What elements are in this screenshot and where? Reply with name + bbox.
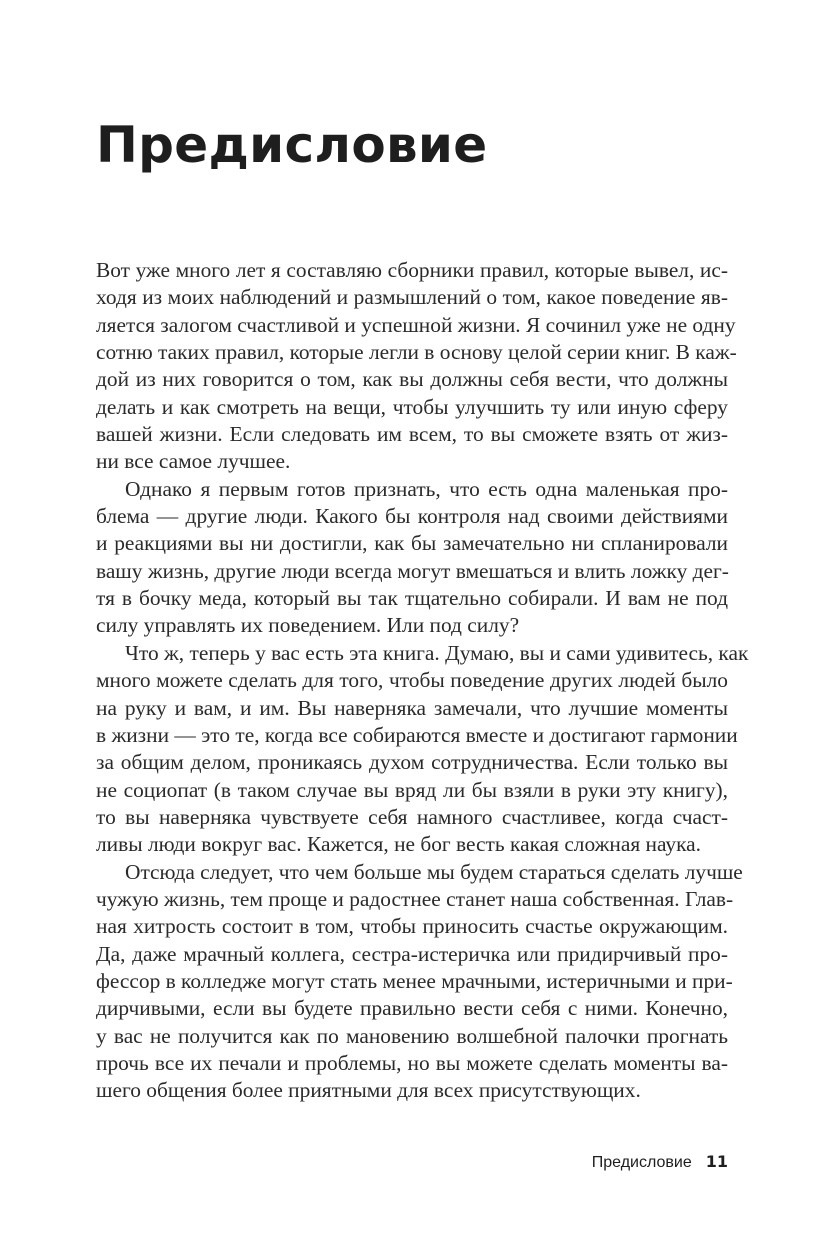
text-line: то вы наверняка чувствуете себя намного счастливее, когда счаст- <box>96 804 728 829</box>
text-line: ная хитрость состоит в том, чтобы приносить счастье окружающим. <box>96 914 728 939</box>
text-line: и реакциями вы ни достигли, как бы замечательно ни спланировали <box>96 531 728 556</box>
text-line: Однако я первым готов признать, что есть одна маленькая про- <box>125 476 728 501</box>
text-line: вашу жизнь, другие люди всегда могут вмешаться и влить ложку дег- <box>96 558 729 583</box>
text-line: чужую жизнь, тем проще и радостнее станет наша собственная. Глав- <box>96 886 734 911</box>
text-line: ходя из моих наблюдений и размышлений о том, какое поведение яв- <box>96 285 728 310</box>
text-line: дирчивыми, если вы будете правильно вести себя с ними. Конечно, <box>96 996 728 1021</box>
text-line: Что ж, теперь у вас есть эта книга. Думаю, вы и сами удивитесь, как <box>125 640 749 665</box>
text-line: ляется залогом счастливой и успешной жизни. Я сочинил уже не одну <box>96 312 736 337</box>
text-line: ливы люди вокруг вас. Кажется, не бог весть какая сложная наука. <box>96 832 702 857</box>
text-line: фессор в колледже могут стать менее мрачными, истеричными и при- <box>96 968 733 993</box>
body-text <box>96 257 749 1105</box>
paragraph <box>96 257 737 476</box>
text-line: не социопат (в таком случае вы вряд ли бы взяли в руки эту книгу), <box>96 777 728 802</box>
text-line: на руку и вам, и им. Вы наверняка замечали, что лучшие моменты <box>96 695 728 720</box>
text-line: Вот уже много лет я составляю сборники правил, которые вывел, ис- <box>96 258 728 282</box>
paragraph <box>96 476 728 640</box>
text-line: в жизни — это те, когда все собираются вместе и достигают гармонии <box>96 722 738 747</box>
text-line: много можете сделать для того, чтобы поведение других людей было <box>96 668 728 693</box>
running-title: Предисловие <box>591 1154 692 1171</box>
page-footer <box>592 1152 728 1176</box>
text-line: Да, даже мрачный коллега, сестра-истеричка или придирчивый про- <box>96 941 728 966</box>
paragraph <box>96 640 749 859</box>
text-line: силу управлять их поведением. Или под силу? <box>96 613 520 638</box>
text-line: у вас не получится как по мановению волшебной палочки прогнать <box>96 1023 728 1048</box>
text-line: ни все самое лучшее. <box>96 449 291 474</box>
page-number: 11 <box>705 1152 728 1171</box>
text-line: блема — другие люди. Какого бы контроля над своими действиями <box>96 504 728 529</box>
paragraph <box>96 859 743 1105</box>
text-line: тя в бочку меда, который вы так тщательно собирали. И вам не под <box>96 586 728 611</box>
text-line: сотню таких правил, которые легли в основу целой серии книг. В каж- <box>96 340 737 365</box>
text-line: прочь все их печали и проблемы, но вы можете сделать моменты ва- <box>96 1050 728 1075</box>
text-line: шего общения более приятными для всех присутствующих. <box>96 1078 641 1103</box>
text-line: за общим делом, проникаясь духом сотрудничества. Если только вы <box>96 750 728 775</box>
text-line: Отсюда следует, что чем больше мы будем стараться сделать лучше <box>125 859 743 884</box>
chapter-title: Предисловие <box>96 116 488 174</box>
text-line: вашей жизни. Если следовать им всем, то вы сможете взять от жиз- <box>96 422 728 447</box>
text-line: дой из них говорится о том, как вы должны себя вести, что должны <box>96 367 728 392</box>
text-line: делать и как смотреть на вещи, чтобы улучшить ту или иную сферу <box>96 394 728 419</box>
